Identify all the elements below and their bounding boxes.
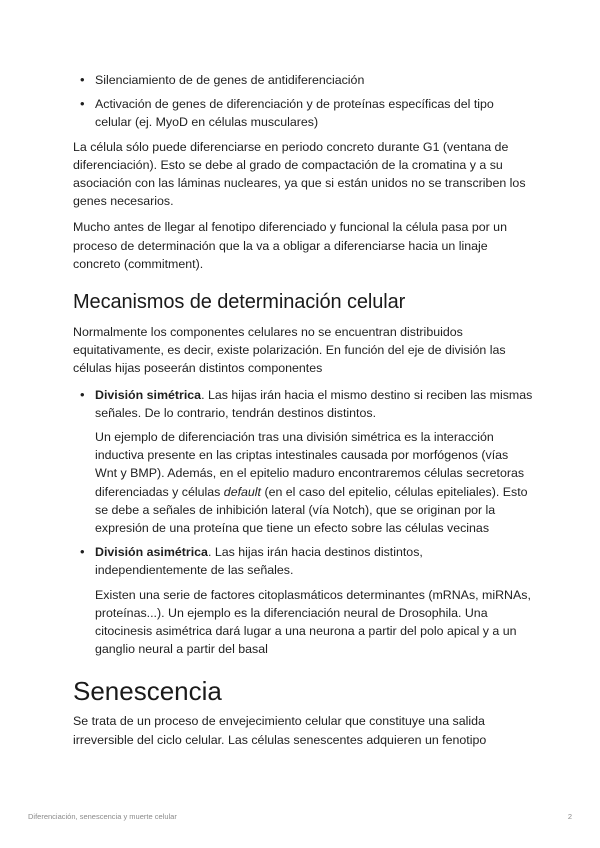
term-description: . Las hijas irán hacia destinos distintos, independientemente de las señales.: [95, 545, 423, 578]
bullet-list-top: [73, 71, 533, 132]
list-item-detail: [95, 428, 533, 537]
list-item-detail: Existen una serie de factores citoplasmáticos determinantes (mRNAs, miRNAs, proteínas...). Un ejemplo es la diferenciación neural de Drosophila. Una citocinesis asimétrica dará lugar a una neurona a partir del polo apical y a un ganglio neural a partir del basal: [95, 587, 531, 657]
term-division-simetrica: División simétrica: [95, 387, 202, 402]
paragraph: Se trata de un proceso de envejecimiento celular que constituye una salida irreversible del ciclo celular. Las células senescentes adquieren un fenotipo: [73, 714, 487, 747]
paragraph: La célula sólo puede diferenciarse en periodo concreto durante G1 (ventana de diferenciación). Esto se debe al grado de compactación de la cromatina y a su asociación con las láminas nucleares, ya que si están unidos no se transcriben los genes necesarios.: [73, 139, 526, 209]
list-item-lead: [95, 543, 533, 579]
page-footer: [28, 812, 572, 821]
page-content: [73, 71, 533, 757]
paragraph: Mucho antes de llegar al fenotipo diferenciado y funcional la célula pasa por un proceso de determinación que la va a obligar a diferenciarse hacia un linaje concreto (commitment).: [73, 220, 507, 271]
list-item: • Silenciamiento de de genes de antidiferenciación: [73, 71, 533, 89]
list-item: [73, 543, 533, 658]
section-heading-mecanismos: Mecanismos de determinación celular: [73, 291, 406, 314]
list-item: [73, 386, 533, 538]
detail-emphasis: default: [223, 484, 261, 499]
paragraph: Normalmente los componentes celulares no se encuentran distribuidos equitativamente, es decir, existe polarización. En función del eje de división las células hijas poseerán distintos componentes: [73, 325, 506, 376]
detail-text: (en el caso del epitelio, células epiteliales). Esto se debe a señales de inhibición lateral (vía Notch), que se originan por la expresión de una proteína que tiene un efecto sobre las células vecinas: [95, 484, 528, 536]
section-heading-senescencia: Senescencia: [73, 676, 222, 707]
page-number: 2: [567, 812, 572, 821]
list-item-lead: [95, 386, 533, 422]
detail-text: Un ejemplo de diferenciación tras una división simétrica es la interacción inductiva presente en las criptas intestinales causada por morfógenos (vías Wnt y BMP). Además, en el epitelio maduro encontraremos células secretoras diferenciadas y células: [95, 430, 525, 499]
footer-title: Diferenciación, senescencia y muerte celular: [28, 812, 177, 821]
term-division-asimetrica: División asimétrica: [95, 545, 208, 560]
term-description: . Las hijas irán hacia el mismo destino si reciben las mismas señales. De lo contrario, tendrán destinos distintos.: [95, 387, 533, 420]
list-item: • Activación de genes de diferenciación y de proteínas específicas del tipo celular (ej. MyoD en células musculares): [73, 95, 533, 131]
bullet-list-divisiones: [73, 386, 533, 659]
